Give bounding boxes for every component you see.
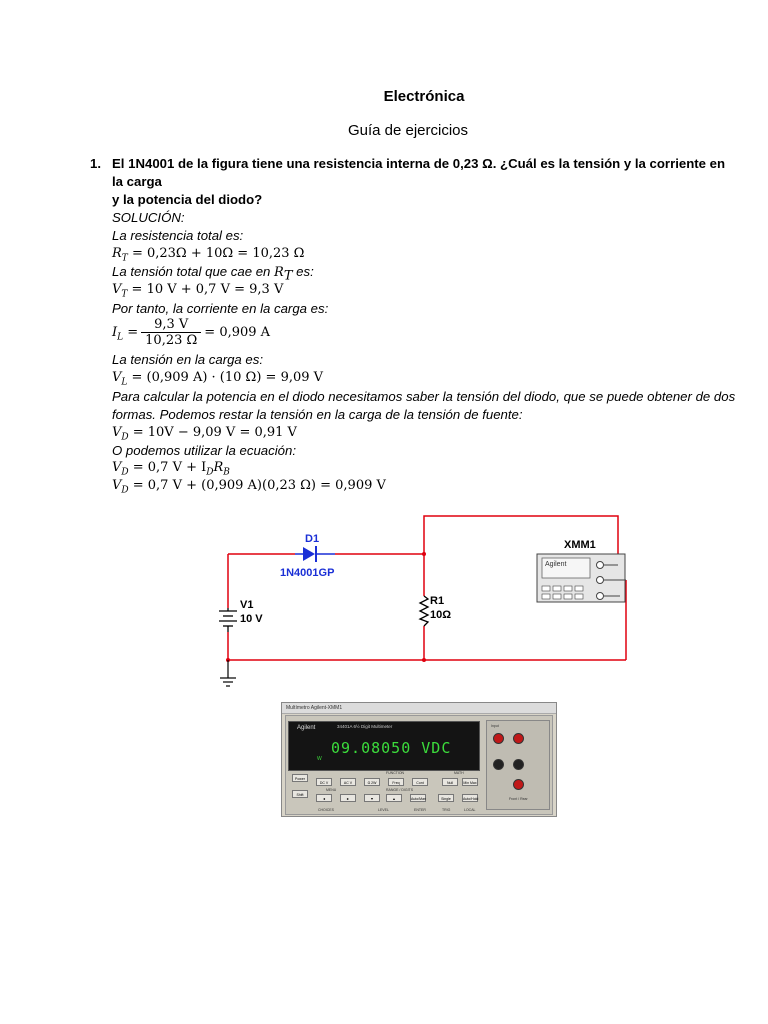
- hi-terminal[interactable]: [493, 733, 504, 744]
- trig-button[interactable]: Auto/Hold: [462, 794, 478, 802]
- solution-text-6: O podemos utilizar la ecuación:: [112, 443, 296, 458]
- agilent-logo: Agilent: [297, 725, 316, 731]
- shift-button[interactable]: Shift: [292, 790, 308, 798]
- choices-label: CHOICES: [318, 808, 334, 812]
- solution-text-3: Por tanto, la corriente en la carga es:: [112, 301, 329, 316]
- multimeter-reading: 09.08050 VDC: [331, 739, 452, 757]
- diode-ref-label: D1: [305, 533, 320, 545]
- front-rear-label: Front / Rear: [509, 797, 528, 801]
- power-button[interactable]: Power: [292, 774, 308, 782]
- trig-label: TRIG: [442, 808, 451, 812]
- junction-bottom: [422, 658, 426, 662]
- multimeter-body: [285, 715, 553, 815]
- acv-button[interactable]: AC V: [340, 778, 356, 786]
- solution-text-4: La tensión en la carga es:: [112, 352, 264, 367]
- solution-text-2: La tensión total que cae en $R_T$ es:: [112, 264, 314, 284]
- equation-vd-1: $V_D = 10V - 9,09$ V = 0,91 V: [112, 425, 297, 443]
- null-button[interactable]: Null: [442, 778, 458, 786]
- document-subtitle: Guía de ejercicios: [347, 122, 469, 139]
- level-label: LEVEL: [378, 808, 389, 812]
- multimeter-panel: [281, 702, 557, 817]
- ohm-button[interactable]: Ω 2W: [364, 778, 380, 786]
- resistor-symbol: [420, 596, 428, 626]
- lo-terminal[interactable]: [493, 759, 504, 770]
- meter-ref-label: XMM1: [564, 539, 596, 551]
- multimeter-icon: [537, 554, 626, 602]
- multimeter-window-title: Multímetro Agilent-XMM1: [282, 703, 556, 714]
- solution-text-5a: Para calcular la potencia en el diodo necesitamos saber la tensión del diodo, que se puede obtener de dos: [112, 389, 736, 404]
- menu-left-button[interactable]: ◄: [316, 794, 332, 802]
- sense-hi-terminal[interactable]: [513, 733, 524, 744]
- circuit-schematic: [200, 508, 640, 698]
- equation-vl: $V_L = (0,909$ A) · (10 Ω) = 9,09 V: [112, 370, 324, 388]
- question-line-2: y la potencia del diodo?: [112, 192, 263, 207]
- enter-label: ENTER: [414, 808, 426, 812]
- local-label: LOCAL: [464, 808, 476, 812]
- equation-rt: $R_T = 0,23\Omega + 10\Omega = 10,23$ Ω: [112, 246, 305, 264]
- diode-symbol: [295, 546, 335, 562]
- range-up-button[interactable]: ▲: [386, 794, 402, 802]
- multimeter-display: [288, 721, 480, 771]
- dcv-button[interactable]: DC V: [316, 778, 332, 786]
- menu-right-button[interactable]: ►: [340, 794, 356, 802]
- math-section-label: MATH: [454, 771, 464, 775]
- display-indicator: W: [317, 756, 322, 762]
- sense-lo-terminal[interactable]: [513, 759, 524, 770]
- source-value-label: 10 V: [240, 613, 263, 625]
- solution-heading: SOLUCIÓN:: [112, 210, 185, 225]
- ground-symbol: [220, 660, 236, 686]
- battery-symbol: [219, 608, 237, 632]
- input-label: Input: [491, 724, 499, 728]
- cont-button[interactable]: Cont: [412, 778, 428, 786]
- source-ref-label: V1: [240, 599, 254, 611]
- svg-text:Agilent: Agilent: [545, 561, 567, 568]
- current-terminal[interactable]: [513, 779, 524, 790]
- equation-vt: $V_T = 10$ V + 0,7 V = 9,3 V: [112, 282, 284, 300]
- equation-il: $I_L$ = $\frac{9,3 V}{10,23 \Omega}$ = 0,909 A: [112, 317, 271, 348]
- document-title: Electrónica: [383, 88, 465, 105]
- multimeter-model: 34401A 6½ Digit Multimeter: [337, 724, 393, 729]
- junction-top: [422, 552, 426, 556]
- resistor-value-label: 10Ω: [430, 609, 452, 621]
- diode-model-label: 1N4001GP: [280, 567, 335, 579]
- solution-text-1: La resistencia total es:: [112, 228, 244, 243]
- auto-man-button[interactable]: Auto/Man: [410, 794, 426, 802]
- single-button[interactable]: Single: [438, 794, 454, 802]
- question-number: 1.: [90, 156, 101, 171]
- terminal-panel: [486, 720, 550, 810]
- resistor-ref-label: R1: [430, 595, 445, 607]
- function-section-label: FUNCTION: [386, 771, 405, 775]
- menu-section-label: MENU: [326, 788, 337, 792]
- minmax-button[interactable]: Min Max: [462, 778, 478, 786]
- question-line-1: El 1N4001 de la figura tiene una resistencia interna de 0,23 Ω. ¿Cuál es la tensión y la corriente en la carga: [112, 156, 726, 189]
- freq-button[interactable]: Freq: [388, 778, 404, 786]
- equation-vd-3: $V_D = 0,7$ V + (0,909 A)(0,23 Ω) = 0,909 V: [112, 478, 386, 496]
- range-down-button[interactable]: ▼: [364, 794, 380, 802]
- range-section-label: RANGE / DIGITS: [386, 788, 414, 792]
- equation-vd-2: $V_D = 0,7$ $V + I_DR_B$: [112, 460, 230, 478]
- solution-text-5b: formas. Podemos restar la tensión en la carga de la tensión de fuente:: [112, 407, 523, 422]
